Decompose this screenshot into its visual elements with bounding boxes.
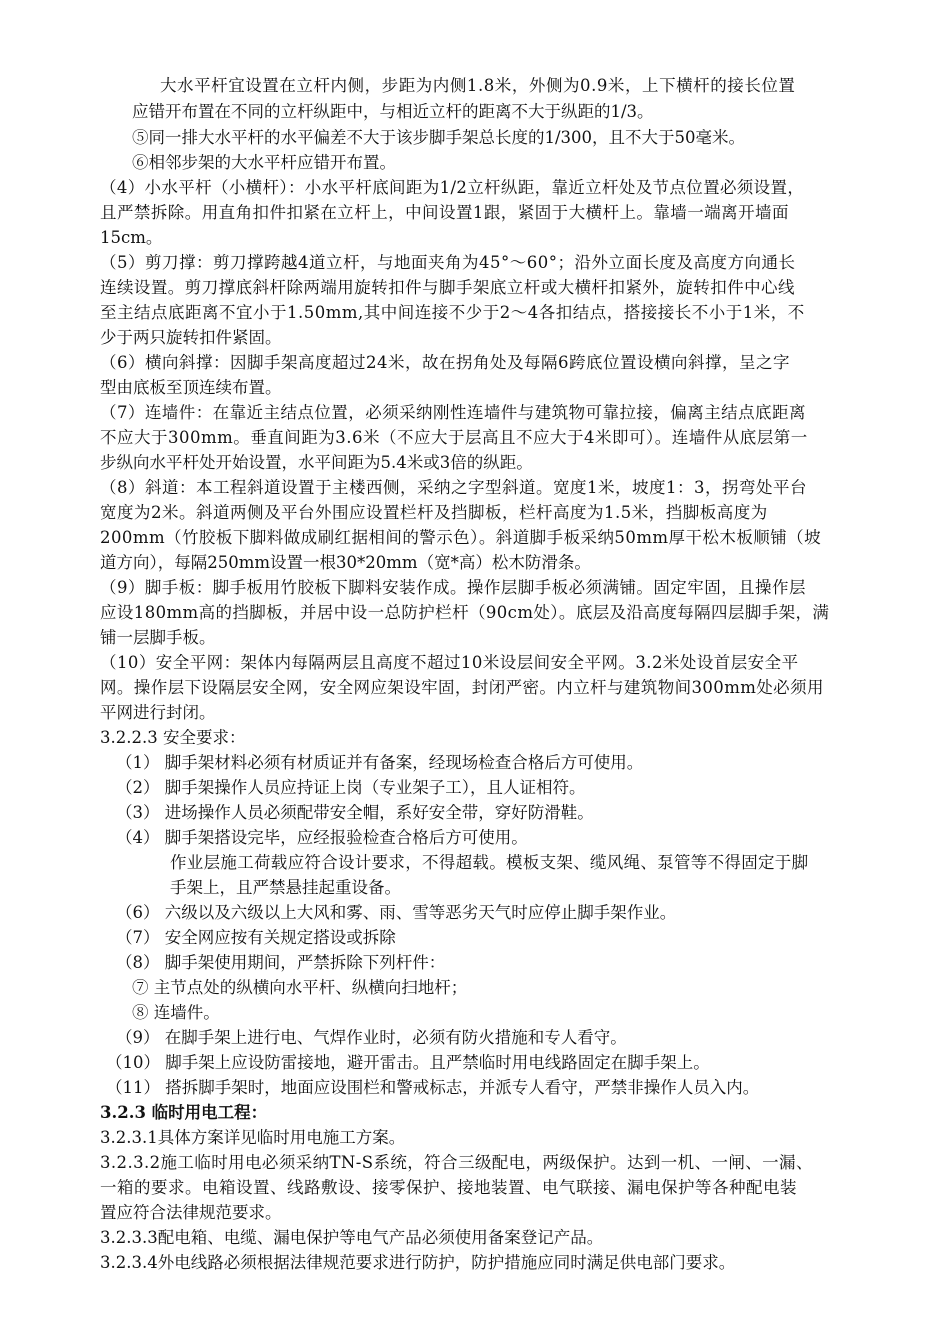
list-item: （8） 脚手架使用期间，严禁拆除下列杆件： — [116, 953, 446, 972]
list-item: （7） 安全网应按有关规定搭设或拆除 — [116, 928, 396, 947]
paragraph-line: 应错开布置在不同的立杆纵距中，与相近立杆的距离不大于纵距的1/3。 — [132, 102, 654, 121]
paragraph-line: 置应符合法律规范要求。 — [100, 1203, 282, 1222]
list-item: （4） 脚手架搭设完毕，应经报验检查合格后方可使用。 — [116, 828, 528, 847]
paragraph-line: （9）脚手板：脚手板用竹胶板下脚料安装作成。操作层脚手板必须满铺。固定牢固，且操作层 — [100, 578, 806, 597]
list-item: 作业层施工荷载应符合设计要求，不得超载。模板支架、缆风绳、泵管等不得固定于脚 — [170, 853, 809, 872]
list-item: （10） 脚手架上应设防雷接地，避开雷击。且严禁临时用电线路固定在脚手架上。 — [106, 1053, 710, 1072]
paragraph-line: 少于两只旋转扣件紧固。 — [100, 328, 282, 347]
paragraph-line: （8）斜道：本工程斜道设置于主楼西侧，采纳之字型斜道。宽度1米，坡度1：3，拐弯处平台 — [100, 478, 807, 497]
paragraph-line: 至主结点底距离不宜小于1.50mm,其中间连接不少于2～4各扣结点，搭接接长不小于1米，不 — [100, 303, 805, 322]
list-item-continuation: 手架上，且严禁悬挂起重设备。 — [170, 878, 401, 897]
paragraph-line: 200mm（竹胶板下脚料做成刷红据相间的警示色）。斜道脚手板采纳50mm厚干松木板顺铺（坡 — [100, 528, 822, 547]
paragraph-line: 3.2.3.2施工临时用电必须采纳TN-S系统，符合三级配电，两级保护。达到一机、一闸、一漏、 — [100, 1153, 813, 1172]
paragraph-line: 网。操作层下设隔层安全网，安全网应架设牢固，封闭严密。内立杆与建筑物间300mm处必须用 — [100, 678, 824, 697]
list-item: （11） 搭拆脚手架时，地面应设围栏和警戒标志，并派专人看守，严禁非操作人员入内。 — [106, 1078, 760, 1097]
section-heading: 3.2.3 临时用电工程： — [100, 1103, 268, 1122]
paragraph-line: 大水平杆宜设置在立杆内侧，步距为内侧1.8米，外侧为0.9米，上下横杆的接长位置 — [160, 76, 796, 95]
list-item: （3） 进场操作人员必须配带安全帽，系好安全带，穿好防滑鞋。 — [116, 803, 594, 822]
paragraph-line: 3.2.3.4外电线路必须根据法律规范要求进行防护，防护措施应同时满足供电部门要求。 — [100, 1253, 736, 1272]
paragraph-line: （4）小水平杆（小横杆）：小水平杆底间距为1/2立杆纵距，靠近立杆处及节点位置必须设置， — [100, 178, 805, 197]
paragraph-line: ⑥相邻步架的大水平杆应错开布置。 — [132, 153, 396, 172]
paragraph-line: 不应大于300mm。垂直间距为3.6米（不应大于层高且不应大于4米即可）。连墙件从底层第一 — [100, 428, 808, 447]
paragraph-line: 平网进行封闭。 — [100, 703, 216, 722]
paragraph-line: （10）安全平网：架体内每隔两层且高度不超过10米设层间安全平网。3.2米处设首层安全平 — [100, 653, 799, 672]
paragraph-line: 一箱的要求。电箱设置、线路敷设、接零保护、接地装置、电气联接、漏电保护等各种配电装 — [100, 1178, 797, 1197]
list-subitem: ⑧ 连墙件。 — [132, 1003, 220, 1022]
paragraph-line: 步纵向水平杆处开始设置，水平间距为5.4米或3倍的纵距。 — [100, 453, 533, 472]
list-subitem: ⑦ 主节点处的纵横向水平杆、纵横向扫地杆； — [132, 978, 468, 997]
paragraph-line: 连续设置。剪刀撑底斜杆除两端用旋转扣件与脚手架底立杆或大横杆扣紧外，旋转扣件中心线 — [100, 278, 795, 297]
list-item: （9） 在脚手架上进行电、气焊作业时，必须有防火措施和专人看守。 — [116, 1028, 627, 1047]
list-item: （1） 脚手架材料必须有材质证并有备案，经现场检查合格后方可使用。 — [116, 753, 644, 772]
paragraph-line: 道方向），每隔250mm设置一根30*20mm（宽*高）松木防滑条。 — [100, 553, 591, 572]
paragraph-line: 应设180mm高的挡脚板，并居中设一总防护栏杆（90cm处）。底层及沿高度每隔四层脚手架，满 — [100, 603, 830, 622]
paragraph-line: 3.2.3.3配电箱、电缆、漏电保护等电气产品必须使用备案登记产品。 — [100, 1228, 604, 1247]
paragraph-line: 宽度为2米。斜道两侧及平台外围应设置栏杆及挡脚板，栏杆高度为1.5米，挡脚板高度为 — [100, 503, 768, 522]
paragraph-line: 且严禁拆除。用直角扣件扣紧在立杆上，中间设置1跟，紧固于大横杆上。靠墙一端离开墙面 — [100, 203, 789, 222]
paragraph-line: 3.2.3.1具体方案详见临时用电施工方案。 — [100, 1128, 406, 1147]
paragraph-line: 15cm。 — [100, 228, 163, 247]
list-item: （6） 六级以及六级以上大风和雾、雨、雪等恶劣天气时应停止脚手架作业。 — [116, 903, 677, 922]
paragraph-line: ⑤同一排大水平杆的水平偏差不大于该步脚手架总长度的1/300，且不大于50毫米。 — [132, 128, 746, 147]
section-heading: 3.2.2.3 安全要求： — [100, 728, 246, 747]
paragraph-line: 铺一层脚手板。 — [100, 628, 216, 647]
paragraph-line: （7）连墙件：在靠近主结点位置，必须采纳刚性连墙件与建筑物可靠拉接，偏离主结点底距离 — [100, 403, 806, 422]
list-item: （2） 脚手架操作人员应持证上岗（专业架子工），且人证相符。 — [116, 778, 586, 797]
paragraph-line: （6）横向斜撑：因脚手架高度超过24米，故在拐角处及每隔6跨底位置设横向斜撑，呈之字 — [100, 353, 790, 372]
paragraph-line: （5）剪刀撑：剪刀撑跨越4道立杆，与地面夹角为45°～60°；沿外立面长度及高度方向通长 — [100, 253, 796, 272]
paragraph-line: 型由底板至顶连续布置。 — [100, 378, 282, 397]
